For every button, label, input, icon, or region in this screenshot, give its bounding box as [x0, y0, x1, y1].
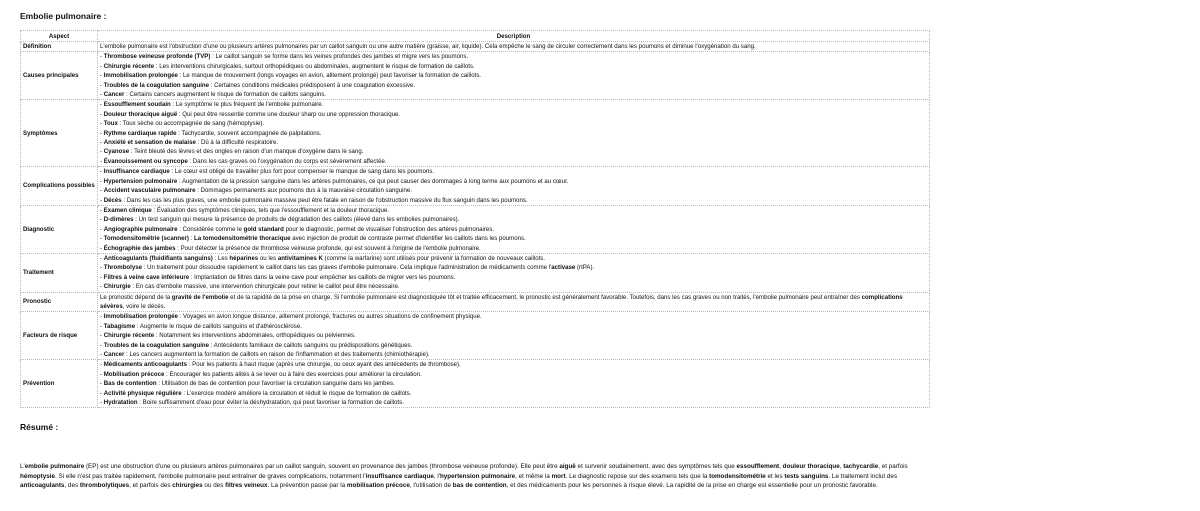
- text-run: : Les cancers augmentent la formation de caillots en raison de l'inflammation et des traitements (chimiothérapie).: [124, 351, 430, 358]
- bold-text: La tomodensitométrie thoracique: [194, 235, 291, 243]
- text-run: : Notamment les interventions abdominales, orthopédiques ou pelviennes.: [154, 332, 356, 340]
- info-table: [20, 30, 930, 408]
- bold-text: D-dimères: [103, 216, 134, 224]
- text-run: : Le symptôme le plus fréquent de l'embolie pulmonaire.: [170, 101, 324, 109]
- text-run: : Dans les cas les plus graves, une embolie pulmonaire massive peut être fatale en raison de l'obstruction massive du flux sanguin dans les poumons.: [121, 196, 528, 204]
- description-line: [100, 119, 927, 128]
- text-run: -: [100, 235, 104, 243]
- text-run: ou les: [258, 254, 278, 262]
- text-run: -: [100, 389, 104, 397]
- text-run: -: [100, 283, 104, 291]
- bold-text: Anticoagulants (fluidifiants sanguins): [103, 254, 213, 262]
- text-run: ,: [839, 463, 844, 470]
- text-run: -: [100, 264, 104, 272]
- bold-text: douleur thoracique: [782, 463, 840, 470]
- text-run: : Augmentation de la pression sanguine dans les artères pulmonaires, ce qui peut causer des dommages à long terme aux poumons et au cœur.: [177, 177, 569, 185]
- bold-text: Cancer: [103, 91, 125, 99]
- description-line: [100, 360, 927, 369]
- text-run: -: [100, 313, 104, 321]
- text-run: : Augmente le risque de caillots sanguins et d'athérosclérose.: [135, 322, 302, 330]
- text-run: avec injection de produit de contraste permet d'identifier les caillots dans les poumons.: [290, 235, 526, 243]
- bold-text: aiguë: [559, 463, 576, 470]
- bold-text: Filtres à veine cave inférieure: [103, 273, 190, 281]
- bold-text: filtres veineux: [225, 482, 268, 490]
- text-run: -: [100, 53, 104, 61]
- text-run: : Les: [212, 254, 230, 262]
- document: [20, 11, 930, 433]
- text-run: . La prévention passe par la: [267, 482, 347, 490]
- text-run: -: [100, 216, 104, 224]
- table-row: [21, 312, 930, 360]
- bold-text: Activité physique régulière: [103, 389, 182, 397]
- bold-text: Immobilisation prolongée: [103, 72, 178, 80]
- bold-text: tachycardie: [843, 463, 879, 470]
- description-line: [100, 234, 927, 243]
- text-run: , l'utilisation de: [409, 482, 453, 490]
- header-description: Description: [98, 31, 930, 42]
- bold-text: Rythme cardiaque rapide: [103, 129, 177, 137]
- text-run: : Tachycardie, souvent accompagnée de palpitations.: [176, 129, 322, 137]
- description-cell: [98, 253, 930, 292]
- bold-text: Chirurgie récente: [103, 332, 155, 340]
- bold-text: insuffisance cardiaque: [365, 472, 434, 480]
- bold-text: Essoufflement soudain: [103, 101, 171, 109]
- text-run: , et parfois des: [129, 482, 173, 490]
- text-run: : Boire suffisamment d'eau pour éviter la déshydratation, qui peut favoriser la formation de caillots.: [137, 399, 404, 407]
- aspect-cell: Symptômes: [21, 100, 98, 167]
- text-run: : Certains cancers augmentent le risque de formation de caillots sanguins.: [124, 91, 326, 99]
- bold-text: gold standard: [243, 225, 284, 233]
- description-cell: [98, 100, 930, 167]
- description-line: [100, 167, 927, 176]
- table-row: [21, 360, 930, 408]
- description-paragraph: [100, 293, 927, 312]
- text-run: -: [100, 157, 104, 165]
- description-line: [100, 389, 927, 398]
- description-cell: [98, 167, 930, 206]
- bold-text: Bas de contention: [103, 380, 157, 388]
- bold-text: thrombolytiques: [79, 482, 130, 490]
- text-run: . Le diagnostic repose sur des examens tels que la: [565, 472, 710, 480]
- text-run: : Toux sèche ou accompagnée de sang (hémoptysie).: [117, 120, 265, 128]
- table-row: [21, 253, 930, 292]
- table-row: [21, 100, 930, 167]
- text-run: Le pronostic dépend de la: [100, 293, 172, 301]
- bold-text: activase: [551, 264, 576, 272]
- aspect-cell: Diagnostic: [21, 205, 98, 253]
- bold-text: Immobilisation prolongée: [103, 313, 178, 321]
- text-run: et survenir soudainement, avec des symptômes tels que: [575, 463, 737, 470]
- bold-text: Accident vasculaire pulmonaire: [103, 187, 196, 195]
- text-run: -: [100, 110, 104, 118]
- text-run: . Le traitement inclut des: [828, 472, 898, 480]
- description-line: [100, 138, 927, 147]
- description-paragraph: [100, 42, 927, 51]
- text-run: : Qui peut être ressentie comme une douleur sharp ou une oppression thoracique.: [177, 110, 401, 118]
- description-line: [100, 186, 927, 195]
- text-run: (rtPA).: [575, 264, 595, 272]
- text-run: -: [100, 91, 104, 99]
- text-run: et de la rapidité de la prise en charge. Si l'embolie pulmonaire est diagnostiquée tôt et traitée efficacement, le pronostic est généralement favorable. Toutefois, dans les cas graves ou non traités, l'embolie pulmonaire peut entraîner des: [228, 293, 862, 301]
- bold-text: Douleur thoracique aiguë: [103, 110, 178, 118]
- bold-text: Troubles de la coagulation sanguine: [103, 341, 210, 349]
- text-run: : Le caillot sanguin se forme dans les veines profondes des jambes et migre vers les poumons.: [210, 53, 469, 61]
- summary-title: Résumé :: [20, 422, 59, 433]
- text-run: : Considérée comme le: [177, 225, 244, 233]
- text-run: : Dommages permanents aux poumons dus à la mauvaise circulation sanguine.: [195, 187, 412, 195]
- bold-text: Tabagisme: [103, 322, 136, 330]
- description-line: [100, 62, 927, 71]
- text-run: : Pour les patients à haut risque (après une chirurgie, ou ceux ayant des antécédents de thrombose).: [187, 361, 461, 369]
- description-line: [100, 379, 927, 388]
- text-run: L': [20, 463, 25, 470]
- bold-text: Décès: [103, 196, 122, 204]
- text-run: -: [100, 139, 104, 147]
- description-cell: [98, 312, 930, 360]
- text-run: : Le cœur est obligé de travailler plus fort pour compenser le manque de sang dans les poumons.: [169, 168, 434, 176]
- bold-text: mobilisation précoce: [346, 482, 410, 490]
- text-run: , et des médicaments pour les personnes à risque élevé. La rapidité de la prise en charge est essentielle pour un pronostic favorable.: [506, 482, 878, 490]
- text-run: -: [100, 177, 104, 185]
- bold-text: Thrombose veineuse profonde (TVP): [103, 53, 211, 61]
- description-line: [100, 398, 927, 407]
- description-line: [100, 215, 927, 224]
- page-title: Embolie pulmonaire :: [20, 11, 107, 21]
- text-run: : En cas d'embolie massive, une intervention chirurgicale pour retirer le caillot peut être nécessaire.: [130, 283, 400, 291]
- description-line: [100, 129, 927, 138]
- text-run: , et parfois: [878, 463, 908, 470]
- bold-text: tomodensitométrie: [709, 472, 766, 480]
- bold-text: Évanouissement ou syncope: [103, 157, 188, 165]
- table-row: [21, 42, 930, 52]
- text-run: -: [100, 225, 104, 233]
- text-run: : Pour détecter la présence de thrombose veineuse profonde, qui est souvent à l'origine de l'embolie pulmonaire.: [175, 244, 481, 252]
- text-run: -: [100, 129, 104, 137]
- text-run: , voire le décès.: [122, 302, 166, 310]
- description-cell: [98, 205, 930, 253]
- text-run: : Voyages en avion longue distance, alitement prolongé, fractures ou autres situations de confinement physique.: [177, 313, 482, 321]
- text-run: ,: [779, 463, 783, 470]
- table-row: [21, 167, 930, 206]
- description-line: [100, 100, 927, 109]
- bold-text: Échographie des jambes: [103, 244, 176, 252]
- text-run: -: [100, 72, 104, 80]
- text-run: -: [100, 196, 104, 204]
- description-line: [100, 147, 927, 156]
- table-row: [21, 52, 930, 100]
- summary-paragraph: [20, 462, 930, 491]
- description-line: [100, 254, 927, 263]
- bold-text: Mobilisation précoce: [103, 370, 165, 378]
- bold-text: hypertension pulmonaire: [439, 472, 516, 480]
- text-run: L'embolie pulmonaire est l'obstruction d'une ou plusieurs artères pulmonaires par un caillot sanguin ou une autre matière (graisse, air, liquide). Cela empêche le sang de circuler correctement dans les poumons et diminue l'oxygénation du sang.: [100, 43, 756, 50]
- text-run: -: [100, 120, 104, 128]
- bold-text: antivitamines K: [277, 254, 323, 262]
- text-run: -: [100, 380, 104, 388]
- aspect-cell: Définition: [21, 42, 98, 52]
- text-run: -: [100, 273, 104, 281]
- bold-text: Cancer: [103, 351, 125, 358]
- text-run: : Évaluation des symptômes cliniques, tels que l'essoufflement et la douleur thoracique.: [151, 206, 389, 214]
- bold-text: tests sanguins: [784, 472, 829, 480]
- text-run: : Utilisation de bas de contention pour favoriser la circulation sanguine dans les jambes.: [156, 380, 395, 388]
- text-run: :: [188, 235, 195, 243]
- text-run: , et même la: [515, 472, 552, 480]
- description-line: [100, 71, 927, 80]
- text-run: : Un traitement pour dissoudre rapidement le caillot dans les cas graves d'embolie pulmonaire. Cela implique l'administration de médicaments comme l': [142, 264, 552, 272]
- text-run: : L'exercice modéré améliore la circulation et réduit le risque de formation de caillots.: [181, 389, 412, 397]
- text-run: : Teint bleuté des lèvres et des ongles en raison d'un manque d'oxygène dans le sang.: [129, 148, 364, 156]
- bold-text: complications sévères: [100, 293, 903, 310]
- description-line: [100, 312, 927, 321]
- bold-text: Troubles de la coagulation sanguine: [103, 81, 210, 89]
- text-run: -: [100, 244, 104, 252]
- text-run: : Dans les cas graves où l'oxygénation du corps est sévèrement affectée.: [187, 157, 387, 165]
- description-line: [100, 370, 927, 379]
- aspect-cell: Prévention: [21, 360, 98, 408]
- text-run: : Encourager les patients alités à se lever ou à faire des exercices pour améliorer la circulation.: [164, 370, 422, 378]
- bold-text: Médicaments anticoagulants: [103, 361, 188, 369]
- text-run: (comme la warfarine) sont utilisés pour prévenir la formation de nouveaux caillots.: [322, 254, 546, 262]
- bold-text: Anxiété et sensation de malaise: [103, 139, 196, 147]
- description-line: [100, 177, 927, 186]
- bold-text: Insuffisance cardiaque: [103, 168, 170, 176]
- bold-text: Chirurgie: [103, 283, 131, 291]
- bold-text: héparines: [229, 254, 259, 262]
- bold-text: Cyanose: [103, 148, 130, 156]
- description-line: [100, 81, 927, 90]
- text-run: (EP) est une obstruction d'une ou plusieurs artères pulmonaires par un caillot sanguin, souvent en provenance des jambes (thrombose veineuse profonde). Elle peut être: [84, 463, 560, 470]
- description-line: [100, 273, 927, 282]
- text-run: -: [100, 361, 104, 369]
- table-body: [21, 42, 930, 408]
- bold-text: Hypertension pulmonaire: [103, 177, 178, 185]
- text-run: -: [100, 206, 104, 214]
- bold-text: embolie pulmonaire: [24, 463, 85, 470]
- text-run: : Implantation de filtres dans la veine cave pour empêcher les caillots de migrer vers les poumons.: [189, 273, 456, 281]
- aspect-cell: Facteurs de risque: [21, 312, 98, 360]
- bold-text: mort: [551, 472, 566, 480]
- description-line: [100, 157, 927, 166]
- description-line: [100, 110, 927, 119]
- text-run: -: [100, 81, 104, 89]
- description-line: [100, 322, 927, 331]
- description-line: [100, 341, 927, 350]
- text-run: , des: [64, 482, 80, 490]
- text-run: : Dû à la difficulté respiratoire.: [195, 139, 279, 147]
- text-run: . Si elle n'est pas traitée rapidement, l'embolie pulmonaire peut entraîner de graves complications, notamment l': [55, 472, 366, 480]
- text-run: -: [100, 332, 104, 340]
- bold-text: bas de contention: [452, 482, 507, 490]
- bold-text: Thrombolyse: [103, 264, 142, 272]
- description-cell: [98, 292, 930, 312]
- text-run: -: [100, 351, 104, 358]
- description-line: [100, 52, 927, 61]
- text-run: -: [100, 168, 104, 176]
- text-run: pour le diagnostic, permet de visualiser l'obstruction des artères pulmonaires.: [283, 225, 495, 233]
- aspect-cell: Complications possibles: [21, 167, 98, 206]
- header-aspect: Aspect: [21, 31, 98, 42]
- text-run: -: [100, 148, 104, 156]
- bold-text: Tomodensitométrie (scanner): [103, 235, 189, 243]
- text-run: -: [100, 399, 104, 407]
- bold-text: hémoptysie: [20, 472, 55, 480]
- description-line: [100, 244, 927, 253]
- text-run: : Le manque de mouvement (longs voyages en avion, alitement prolongé) peut favoriser la formation de caillots.: [177, 72, 482, 80]
- bold-text: Angiographie pulmonaire: [103, 225, 178, 233]
- aspect-cell: Traitement: [21, 253, 98, 292]
- description-cell: [98, 52, 930, 100]
- aspect-cell: Causes principales: [21, 52, 98, 100]
- text-run: -: [100, 254, 104, 262]
- text-run: -: [100, 101, 104, 109]
- text-run: -: [100, 62, 104, 70]
- text-run: , l': [433, 472, 440, 480]
- description-cell: [98, 360, 930, 408]
- text-run: et les: [765, 472, 785, 480]
- description-line: [100, 196, 927, 205]
- text-run: : Antécédents familiaux de caillots sanguins ou prédispositions génétiques.: [209, 341, 413, 349]
- text-run: ou des: [202, 482, 226, 490]
- text-run: -: [100, 341, 104, 349]
- aspect-cell: Pronostic: [21, 292, 98, 312]
- description-line: [100, 282, 927, 291]
- text-run: : Les interventions chirurgicales, surtout orthopédiques ou abdominales, augmentent le risque de formation de caillots.: [154, 62, 475, 70]
- text-run: : Certaines conditions médicales prédisposent à une coagulation excessive.: [209, 81, 415, 89]
- bold-text: essoufflement: [736, 463, 780, 470]
- bold-text: gravité de l'embolie: [171, 293, 229, 301]
- bold-text: chirurgies: [172, 482, 203, 490]
- bold-text: Chirurgie récente: [103, 62, 155, 70]
- bold-text: Examen clinique: [103, 206, 152, 214]
- text-run: -: [100, 322, 104, 330]
- table-row: [21, 292, 930, 312]
- table-row: [21, 205, 930, 253]
- description-line: [100, 206, 927, 215]
- description-cell: [98, 42, 930, 52]
- description-line: [100, 331, 927, 340]
- bold-text: Toux: [103, 120, 118, 128]
- bold-text: anticoagulants: [20, 482, 65, 490]
- description-line: [100, 350, 927, 359]
- description-line: [100, 225, 927, 234]
- text-run: -: [100, 187, 104, 195]
- bold-text: Hydratation: [103, 399, 138, 407]
- table-header-row: [21, 31, 930, 42]
- text-run: -: [100, 370, 104, 378]
- description-line: [100, 263, 927, 272]
- description-line: [100, 90, 927, 99]
- text-run: : Un test sanguin qui mesure la présence de produits de dégradation des caillots (élevé dans les embolies pulmonaires).: [133, 216, 460, 224]
